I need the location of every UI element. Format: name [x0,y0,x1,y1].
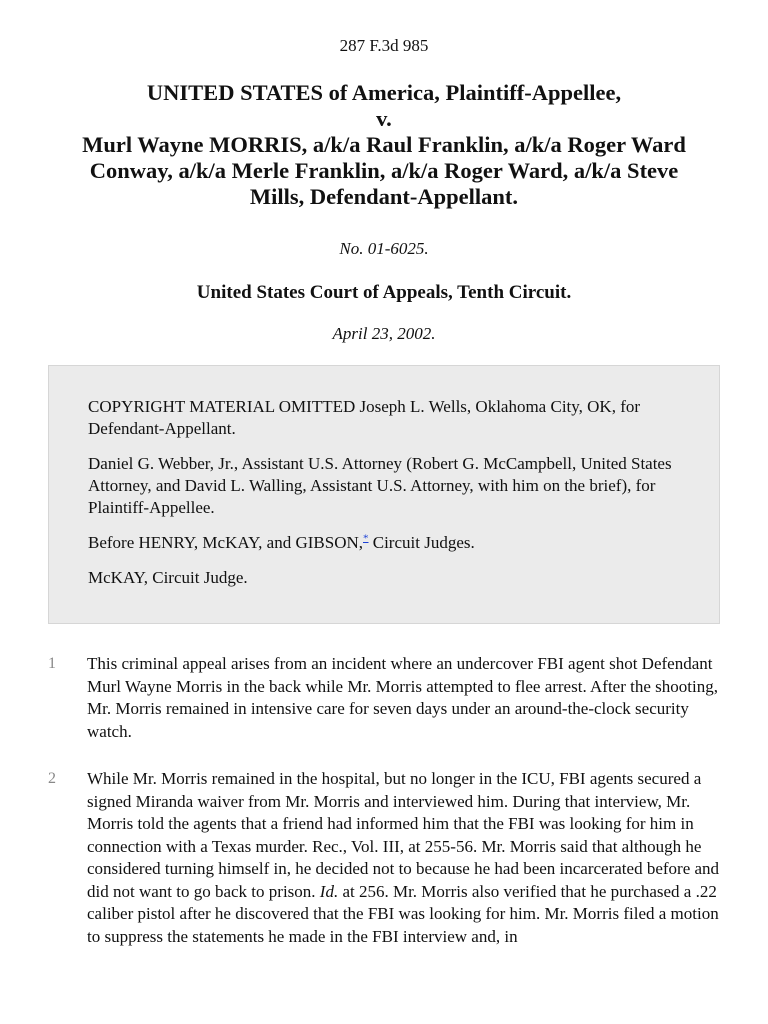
paragraph-number: 2 [48,770,56,787]
paragraph-text: This criminal appeal arises from an incident where an undercover FBI agent shot Defendant Murl Wayne Morris in the back while Mr. Morris attempted to flee arrest. After the shooting, Mr. Morris remained in intensive care for seven days under an around-the-clock security watch. [87,654,718,741]
front-matter-box [48,365,720,624]
decision-date: April 23, 2002. [332,324,436,343]
paragraph-text-part-1: While Mr. Morris remained in the hospital, but no longer in the ICU, FBI agents secured a signed Miranda waiver from Mr. Morris and interviewed him. During that interview, Mr. Morris told the agents that a friend had informed him that the FBI was looking for him in connection with a Texas murder. Rec., Vol. III, at 255-56. Mr. Morris said that although he considered turning himself in, he decided not to because he had been incarcerated before and did not want to go back to prison. [87,769,720,901]
caption-defendant-line-3: Mills, Defendant-Appellant. [249,184,519,209]
panel-judges [88,532,681,554]
citation-id: Id. [319,881,339,901]
docket-number: No. 01-6025. [339,239,429,258]
opinion-author: McKAY, Circuit Judge. [88,568,248,587]
counsel-plaintiff: Daniel G. Webber, Jr., Assistant U.S. Attorney (Robert G. McCampbell, United States Attorney, and David L. Walling, Assistant U.S. Attorney, with him on the brief), for Plaintiff-Appellee. [88,454,672,517]
caption-plaintiff: UNITED STATES of America, Plaintiff-Appellee, [146,80,622,105]
caption-defendant-line-2: Conway, a/k/a Merle Franklin, a/k/a Roger Ward, a/k/a Steve [89,158,679,183]
case-citation: 287 F.3d 985 [339,36,429,55]
caption-defendant-line-1: Murl Wayne MORRIS, a/k/a Raul Franklin, a/k/a Roger Ward [82,132,686,157]
counsel-defendant: COPYRIGHT MATERIAL OMITTED Joseph L. Wells, Oklahoma City, OK, for Defendant-Appellant. [88,397,641,438]
caption-versus: v. [376,106,392,131]
case-caption [30,80,738,210]
paragraph-number: 1 [48,655,56,672]
paragraph-text-part-2: at 256. Mr. Morris also verified that he purchased a .22 caliber pistol after he discovered that the FBI was looking for him. Mr. Morris filed a motion to suppress the statements he made in the FBI interview and, in [87,881,719,946]
paragraph-text [87,768,727,948]
footnote-link[interactable]: * [363,532,369,545]
panel-judges-suffix: Circuit Judges. [368,533,475,552]
court-name: United States Court of Appeals, Tenth Circuit. [196,282,572,303]
panel-judges-text: Before HENRY, McKAY, and GIBSON, [88,533,363,552]
